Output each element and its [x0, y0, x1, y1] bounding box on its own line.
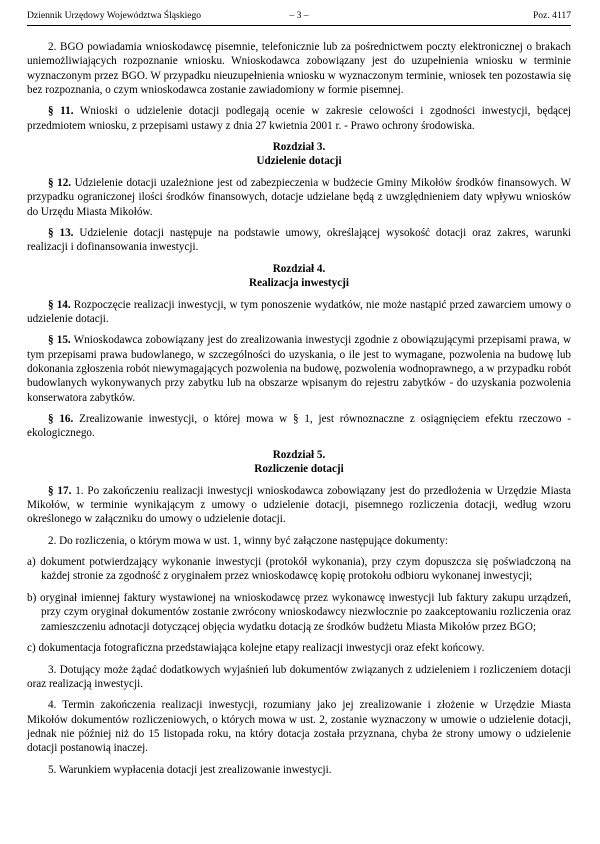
chapter-3-heading — [27, 140, 571, 169]
section-number: § 11. — [48, 105, 74, 118]
section-text: Rozpoczęcie realizacji inwestycji, w tym ponoszenie wydatków, nie może nastąpić przed zawarciem umowy o udzielenie dotacji. — [27, 298, 572, 325]
section-text: Udzielenie dotacji następuje na podstawie umowy, określającej wysokość dotacji oraz zakres, warunki realizacji i dofinansowania inwestycji. — [27, 227, 571, 254]
section-number: § 14. — [48, 298, 71, 311]
chapter-4-heading — [27, 262, 571, 291]
section-number: § 17. — [48, 484, 72, 497]
section-number: § 16. — [48, 413, 74, 426]
section-number: § 15. — [48, 334, 71, 347]
section-text: 1. Po zakończeniu realizacji inwestycji wnioskodawca zobowiązany jest do przedłożenia w Urzędzie Miasta Mikołów, w terminie wynikającym z umowy o udzielenie dotacji, pisemnego rozliczenia dotacji, według wzoru określonego w załączniku do umowy o udzielenie dotacji. — [27, 484, 571, 526]
section-17-item-5: 5. Warunkiem wypłacenia dotacji jest zrealizowanie inwestycji. — [48, 763, 332, 776]
section-text: Wnioskodawca zobowiązany jest do zrealizowania inwestycji zgodnie z obowiązującymi przepisami prawa, w tym przepisami prawa budowlanego, w szczególności do uzyskania, o ile jest to wymagane, pozwolenia na budowę lub dokonania zgłoszenia robót niewymagających pozwolenia na budowę, pozwolenia wodnoprawnego, a w przypadku robót budowlanych wykonywanych przy zabytku lub na obszarze wpisanym do rejestru zabytków - do uzyskania pozwolenia konserwatora zabytków. — [27, 334, 571, 404]
journal-title: Dziennik Urzędowy Województwa Śląskiego — [27, 10, 202, 21]
document-body — [27, 40, 571, 777]
chapter-number: Rozdział 3. — [272, 141, 326, 154]
section-text: Wnioski o udzielenie dotacji podlegają ocenie w zakresie celowości i zgodności inwestycji, będącej przedmiotem wniosku, z przepisami ustawy z dnia 27 kwietnia 2001 r. - Prawo ochrony środowiska. — [27, 105, 571, 132]
section-number: § 12. — [48, 176, 72, 189]
section-16 — [27, 412, 571, 441]
section-14 — [27, 298, 571, 327]
section-11 — [27, 104, 571, 133]
chapter-5-heading — [27, 448, 571, 477]
section-17-item-4: 4. Termin zakończenia realizacji inwestycji, rozumiany jako jej zrealizowanie i złożenie w Urzędzie Miasta Mikołów dokumentów rozliczeniowych, o których mowa w ust. 2, zostanie wyznaczony w umowie o udzielenie dotacji, jednak nie później niż do 15 listopada roku, na który dotacja została przyznana, chyba że strony umowy o udzielenie dotacji postanowią inaczej. — [27, 699, 571, 755]
section-15 — [27, 333, 571, 404]
section-13 — [27, 226, 571, 255]
section-number: § 13. — [48, 227, 74, 240]
page-header — [27, 9, 571, 25]
list-item-a: a) dokument potwierdzający wykonanie inwestycji (protokół wykonania), przy czym dopuszcza się poświadczoną na każdej stronie za zgodność z oryginałem przez wnioskodawcę kopię protokołu odbioru wykonanej inwestycji; — [27, 556, 571, 583]
chapter-number: Rozdział 5. — [272, 448, 326, 461]
page-number: – 3 – — [289, 10, 309, 21]
chapter-number: Rozdział 4. — [272, 262, 326, 275]
section-12 — [27, 176, 571, 219]
list-item-b: b) oryginał imiennej faktury wystawionej na wnioskodawcę przez wykonawcę inwestycji lub faktury zakupu urządzeń, przy czym oryginał dokumentów zostanie zwrócony wnioskodawcy niezwłocznie po zaakceptowaniu rozliczenia oraz zamieszczeniu adnotacji dotyczącej objęcia wydatku dotacją ze środków budżetu Miasta Mikołów przez BGO; — [27, 591, 571, 633]
header-rule — [27, 25, 571, 26]
list-item-c: c) dokumentacja fotograficzna przedstawiająca kolejne etapy realizacji inwestycji oraz efekt końcowy. — [27, 642, 485, 655]
section-17 — [27, 484, 571, 527]
chapter-title: Rozliczenie dotacji — [254, 463, 344, 476]
chapter-title: Realizacja inwestycji — [249, 277, 349, 290]
section-17-item-3: 3. Dotujący może żądać dodatkowych wyjaśnień lub dokumentów związanych z udzieleniem i rozliczeniem dotacji oraz realizacją inwestycji. — [27, 663, 571, 690]
section-17-item-2: 2. Do rozliczenia, o którym mowa w ust. 1, winny być załączone następujące dokumenty: — [48, 534, 449, 547]
paragraph-10-2: 2. BGO powiadamia wnioskodawcę pisemnie, telefonicznie lub za pośrednictwem poczty elektronicznej o brakach uniemożliwiających rozpoznanie wniosku. Wnioskodawca zobowiązany jest do uzupełnienia wniosku w terminie wyznaczonym przez BGO. W przypadku nieuzupełnienia wniosku w wyznaczonym terminie, wniosek ten pozostawia się bez rozpoznania, o czym wnioskodawca zostanie zawiadomiony w formie pisemnej. — [27, 41, 571, 96]
section-text: Udzielenie dotacji uzależnione jest od zabezpieczenia w budżecie Gminy Mikołów środków finansowych. W przypadku ograniczonej ilości środków finansowych, dotacje udzielane będą z uwzględnieniem daty wpływu wniosków do Urzędu Miasta Mikołów. — [27, 176, 572, 218]
chapter-title: Udzielenie dotacji — [256, 155, 342, 168]
section-text: Zrealizowanie inwestycji, o której mowa w § 1, jest równoznaczne z osiągnięciem efektu rzeczowo - ekologicznego. — [27, 413, 572, 440]
position-number: Poz. 4117 — [532, 10, 571, 21]
